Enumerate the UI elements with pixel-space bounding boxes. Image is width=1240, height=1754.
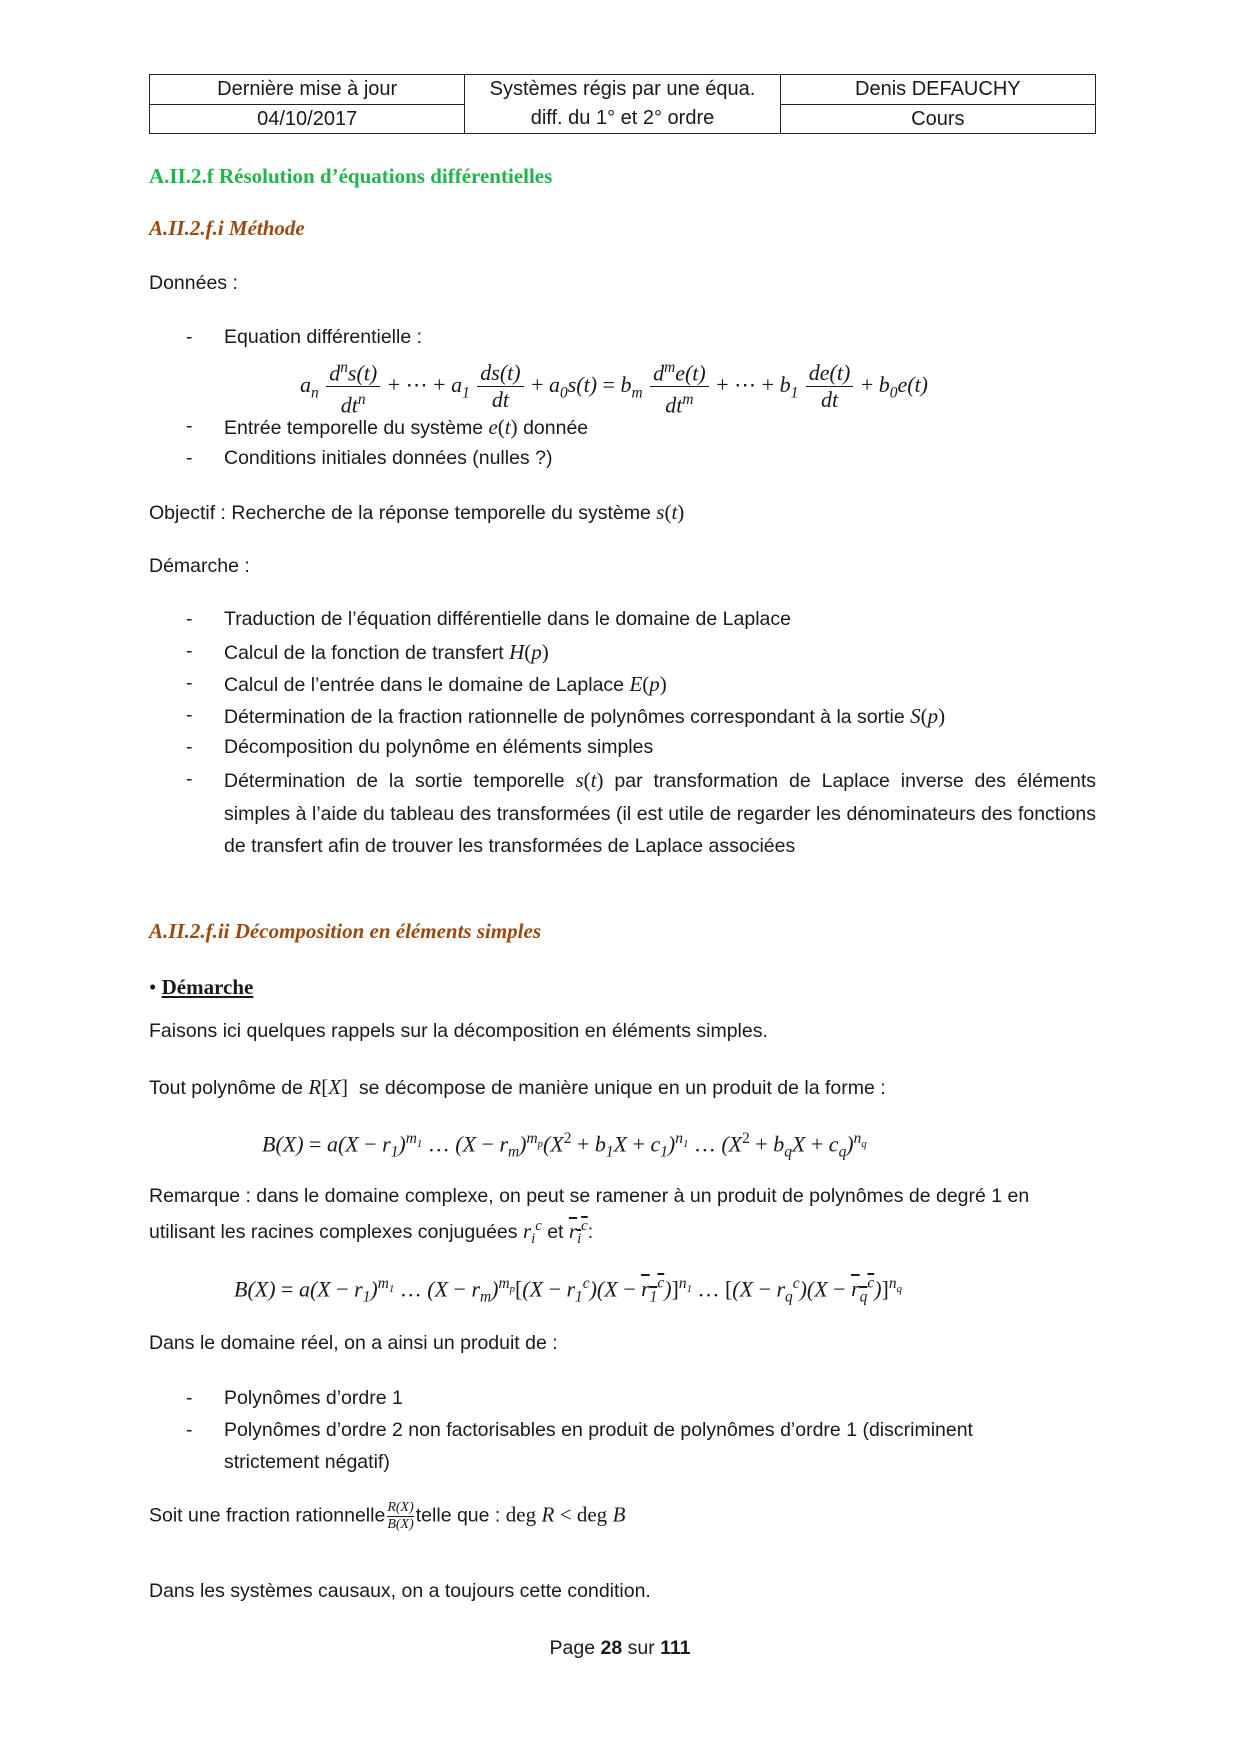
remark-line-2: utilisant les racines complexes conjuguées $r_i^c$ et $r_i^c$: — [149, 1218, 594, 1248]
item-order-2-line-2: strictement négatif) — [224, 1451, 390, 1473]
entree-suffix: donnée — [523, 417, 589, 439]
remark-text-a: utilisant les racines complexes conjuguées — [149, 1221, 518, 1243]
factorisation-equation: $B(X) = a(X - r_1)^{m_1}$ … $(X - r_m)^{m_p}(X^2 + b_1X + c_1)^{n_1}$ … $(X^2 + b_qX + c_q)^{n_q}$ — [262, 1130, 867, 1161]
section-title: A.II.2.f Résolution d’équations différentielles — [149, 164, 553, 188]
subject-line-2: diff. du 1° et 2° ordre — [530, 107, 715, 129]
item-order-2-line-1: Polynômes d’ordre 2 non factorisables en produit de polynômes d’ordre 1 (discriminent — [224, 1419, 973, 1441]
poly-text-b: se décompose de manière unique en un produit de la forme : — [358, 1077, 886, 1099]
step-3: Calcul de l’entrée dans le domaine de Laplace — [224, 674, 625, 696]
page-number: 28 — [600, 1637, 623, 1659]
donnees-label: Données : — [149, 272, 238, 294]
polynome-text: Tout polynôme de R[X] se décompose de manière unique en un produit de la forme : — [149, 1075, 886, 1099]
step-6-text-b: par transformation de Laplace inverse des éléments simples à l’aide du tableau des transformées (il est utile de regarder les dénominateurs des fonctions de transfert afin de trouver les transformées de Laplace associées — [224, 770, 1097, 857]
update-date: 04/10/2017 — [150, 104, 465, 134]
eq-label: Equation différentielle : — [224, 326, 423, 348]
step-4: Détermination de la fraction rationnelle de polynômes correspondant à la sortie — [224, 706, 905, 728]
remark-text-b: et — [547, 1221, 564, 1243]
objectif-text: Objectif : Recherche de la réponse temporelle du système s(t) — [149, 500, 685, 524]
step-2: Calcul de la fonction de transfert — [224, 642, 504, 664]
step-5: Décomposition du polynôme en éléments simples — [224, 736, 654, 758]
bullet-title: Démarche — [161, 975, 254, 999]
step-6: Détermination de la sortie temporelle s(t) par transformation de Laplace inverse des éléments simples à l’aide du tableau des transformées (il est utile de regarder les dénominateurs des fonctions de transfert afin de trouver les transformées de Laplace associées — [224, 768, 1097, 857]
entree-text: Entrée temporelle du système — [224, 417, 484, 439]
of-label: sur — [627, 1637, 655, 1659]
differential-equation: $a_n$ $\frac{d^ns(t)}{dt^n}$ + ⋯ + $a_1$ $\frac{ds(t)}{dt}$ + $a_0s(t) = b_m$ $\frac{d^me(t)}{dt^m}$ + ⋯ + $b_1$ $\frac{de(t)}{dt}$ + $b_0e(t)$ — [300, 355, 928, 419]
complex-factorisation-equation: $B(X) = a(X - r_1)^{m_1}$ … $(X - r_m)^{m_p}[(X - r_1^c)(X - r_1^c)]^{n_1}$ … $[(X - r_q^c)(X - r_q^c)]^{n_q}$ — [234, 1275, 902, 1306]
step-6-text-a: Détermination de la sortie temporelle — [224, 770, 565, 792]
causal-text: Dans les systèmes causaux, on a toujours cette condition. — [149, 1580, 651, 1602]
fraction-text-b: telle que : — [415, 1504, 501, 1527]
remark-line-1: Remarque : dans le domaine complexe, on peut se ramener à un produit de polynômes de degré 1 en — [149, 1185, 1030, 1207]
conditions-text: Conditions initiales données (nulles ?) — [224, 447, 553, 469]
step-1: Traduction de l’équation différentielle dans le domaine de Laplace — [224, 608, 791, 630]
last-update-label: Dernière mise à jour — [150, 75, 465, 105]
demarche-label: Démarche : — [149, 555, 250, 577]
fraction-text-a: Soit une fraction rationnelle — [149, 1504, 386, 1527]
subject-line-1: Systèmes régis par une équa. — [489, 78, 756, 100]
subject-cell — [465, 75, 780, 134]
doc-type: Cours — [780, 104, 1095, 134]
bullet-demarche — [149, 975, 253, 1000]
reel-text: Dans le domaine réel, on a ainsi un produit de : — [149, 1332, 558, 1354]
total-pages: 111 — [660, 1637, 691, 1659]
item-order-1: Polynômes d’ordre 1 — [224, 1387, 403, 1409]
subsection-title-decomposition: A.II.2.f.ii Décomposition en éléments simples — [149, 919, 541, 943]
bullet-icon: • — [149, 975, 157, 999]
fraction-text: Soit une fraction rationnelle $\frac{R(X)}{B(X)}$ telle que : deg R < deg B — [149, 1500, 626, 1532]
page-label: Page — [549, 1637, 596, 1659]
document-page: Dernière mise à jour Systèmes régis par une équa. diff. du 1° et 2° ordre Denis DEFAUCHY 04/10/2017 Cours A.II.2.f Résolution d’équations différentielles A.II.2.f.i Méthode Données : - Equation différentielle : $a_n$ $\frac{d^ns(t)}{dt^n}$ + ⋯ + $a_1$ $\frac{ds(t)}{dt}$ + $a_0s(t) = b_m$ $\frac{d^me(t)}{dt^m}$ + ⋯ + $b_1$ $\frac{de(t)}{dt}$ + $b_0e(t)$ - Entrée temporelle du système e(t) donnée - Conditions initiales données (nulles ?) Objectif : Recherche de la réponse temporelle du système s(t) Démarche : - Traduction de l’équation différentielle dans le domaine de Laplace - Calcul de la fonction de transfert H(p) - Calcul de l’entrée dans le domaine de Laplace E(p) - Détermination de la fraction rationnelle de polynômes correspondant à la sortie S(p) - Décomposition du polynôme en éléments simples - Détermination de la sortie temporelle s(t) par transformation de Laplace inverse des éléments simples à l’aide du tableau des transformées (il est utile de regarder les dénominateurs des fonctions de transfert afin de trouver les transformées de Laplace associées A.II.2.f.ii Décomposition en éléments simples • Démarche Faisons ici quelques rappels sur la décomposition en éléments simples. Tout polynôme de R[X] se décompose de manière unique en un produit de la forme : $B(X) = a(X - r_1)^{m_1}$ … $(X - r_m)^{m_p}(X^2 + b_1X + c_1)^{n_1}$ … $(X^2 + b_qX + c_q)^{n_q}$ Remarque : dans le domaine complexe, on peut se ramener à un produit de polynômes de degré 1 en utilisant les racines complexes conjuguées $r_i^c$ et $r_i^c$: $B(X) = a(X - r_1)^{m_1}$ … $(X - r_m)^{m_p}[(X - r_1^c)(X - r_1^c)]^{n_1}$ … $[(X - r_q^c)(X - r_q^c)]^{n_q}$ Dans le domaine réel, on a ainsi un produit de : - Polynômes d’ordre 1 - Polynômes d’ordre 2 non factorisables en produit de polynômes d’ordre 1 (discriminent strictement négatif) Soit une fraction rationnelle $\frac{R(X)}{B(X)}$ telle que : deg R < deg B Dans les systèmes causaux, on a toujours cette condition. Page 28 sur 111 — [0, 0, 1240, 1754]
page-footer — [0, 1637, 1240, 1660]
subsection-title-methode: A.II.2.f.i Méthode — [149, 216, 305, 240]
objectif-label: Objectif : Recherche de la réponse temporelle du système — [149, 502, 651, 524]
poly-text-a: Tout polynôme de — [149, 1077, 303, 1099]
author: Denis DEFAUCHY — [780, 75, 1095, 105]
header-table — [149, 74, 1096, 134]
intro-text: Faisons ici quelques rappels sur la décomposition en éléments simples. — [149, 1020, 768, 1042]
